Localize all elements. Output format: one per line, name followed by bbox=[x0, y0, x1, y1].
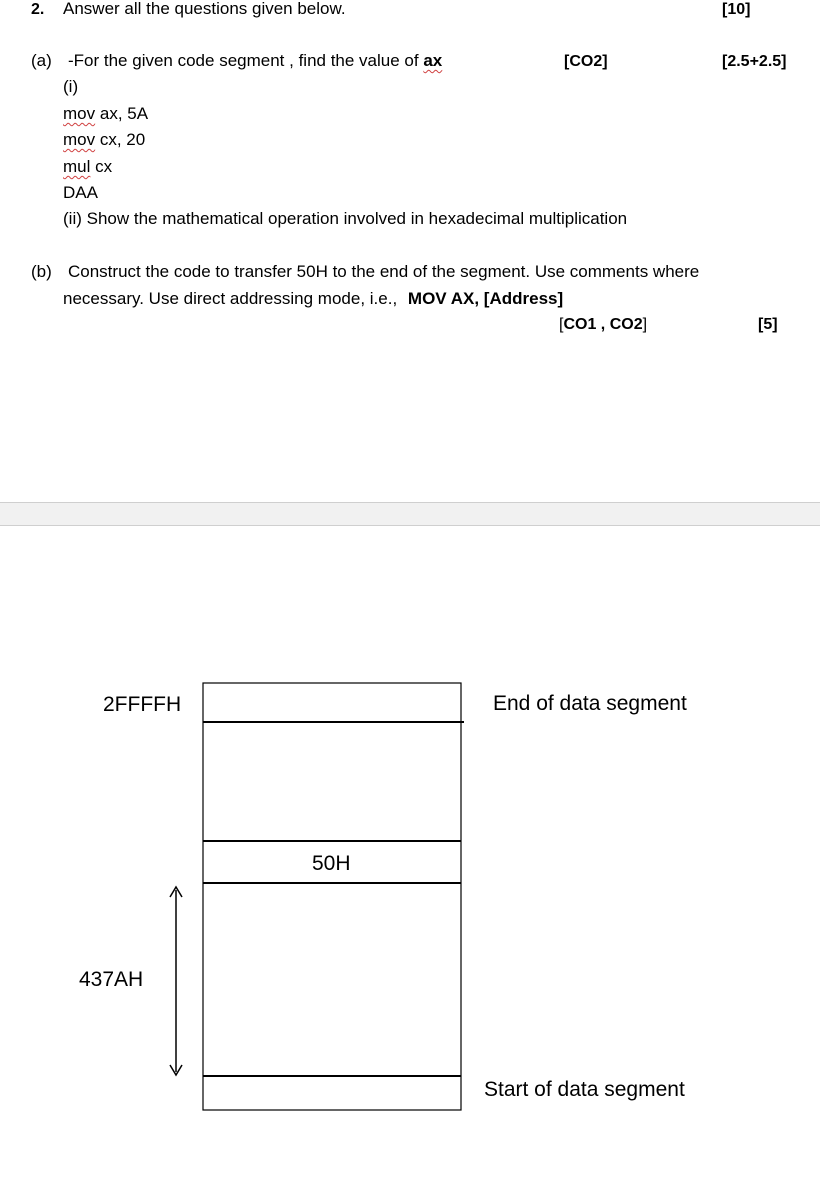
part-b-co-close: ] bbox=[642, 316, 648, 333]
top-address-label: 2FFFFH bbox=[103, 693, 182, 716]
part-b-co-text: CO1 , CO2 bbox=[563, 316, 643, 333]
code-op: DAA bbox=[63, 183, 98, 202]
offset-label: 437AH bbox=[79, 968, 144, 991]
end-of-segment-label: End of data segment bbox=[493, 692, 687, 715]
part-a-sub-ii: (ii) Show the mathematical operation involved in hexadecimal multiplication bbox=[63, 209, 628, 228]
segment-box bbox=[203, 683, 461, 1110]
part-a-label: (a) bbox=[31, 51, 52, 70]
code-op: mul bbox=[63, 157, 91, 176]
part-a-marks: [2.5+2.5] bbox=[722, 53, 787, 70]
part-b-marks: [5] bbox=[758, 316, 778, 333]
part-a-sub-i: (i) bbox=[63, 77, 79, 96]
part-b-instruction: MOV AX, [Address] bbox=[407, 289, 564, 308]
start-of-segment-label: Start of data segment bbox=[484, 1078, 685, 1101]
part-a-text: -For the given code segment , find the value of bbox=[68, 51, 419, 70]
part-a-register: ax bbox=[423, 51, 443, 70]
code-op: mov bbox=[63, 104, 96, 123]
part-b-label: (b) bbox=[31, 262, 52, 281]
part-b-line2-text: necessary. Use direct addressing mode, i.e., bbox=[63, 289, 398, 308]
question-number: 2. bbox=[31, 1, 45, 18]
code-args: cx, 20 bbox=[99, 130, 146, 149]
code-op: mov bbox=[63, 130, 96, 149]
question-marks: [10] bbox=[722, 1, 751, 18]
part-b-line1: Construct the code to transfer 50H to the end of the segment. Use comments where bbox=[68, 262, 700, 281]
offset-arrow bbox=[170, 887, 182, 1075]
code-args: ax, 5A bbox=[99, 104, 149, 123]
question-prompt: Answer all the questions given below. bbox=[63, 0, 346, 18]
code-args: cx bbox=[95, 157, 113, 176]
cell-value-label: 50H bbox=[312, 852, 351, 875]
part-b-co-open: [ bbox=[559, 316, 564, 333]
part-a-co: [CO2] bbox=[564, 53, 608, 70]
